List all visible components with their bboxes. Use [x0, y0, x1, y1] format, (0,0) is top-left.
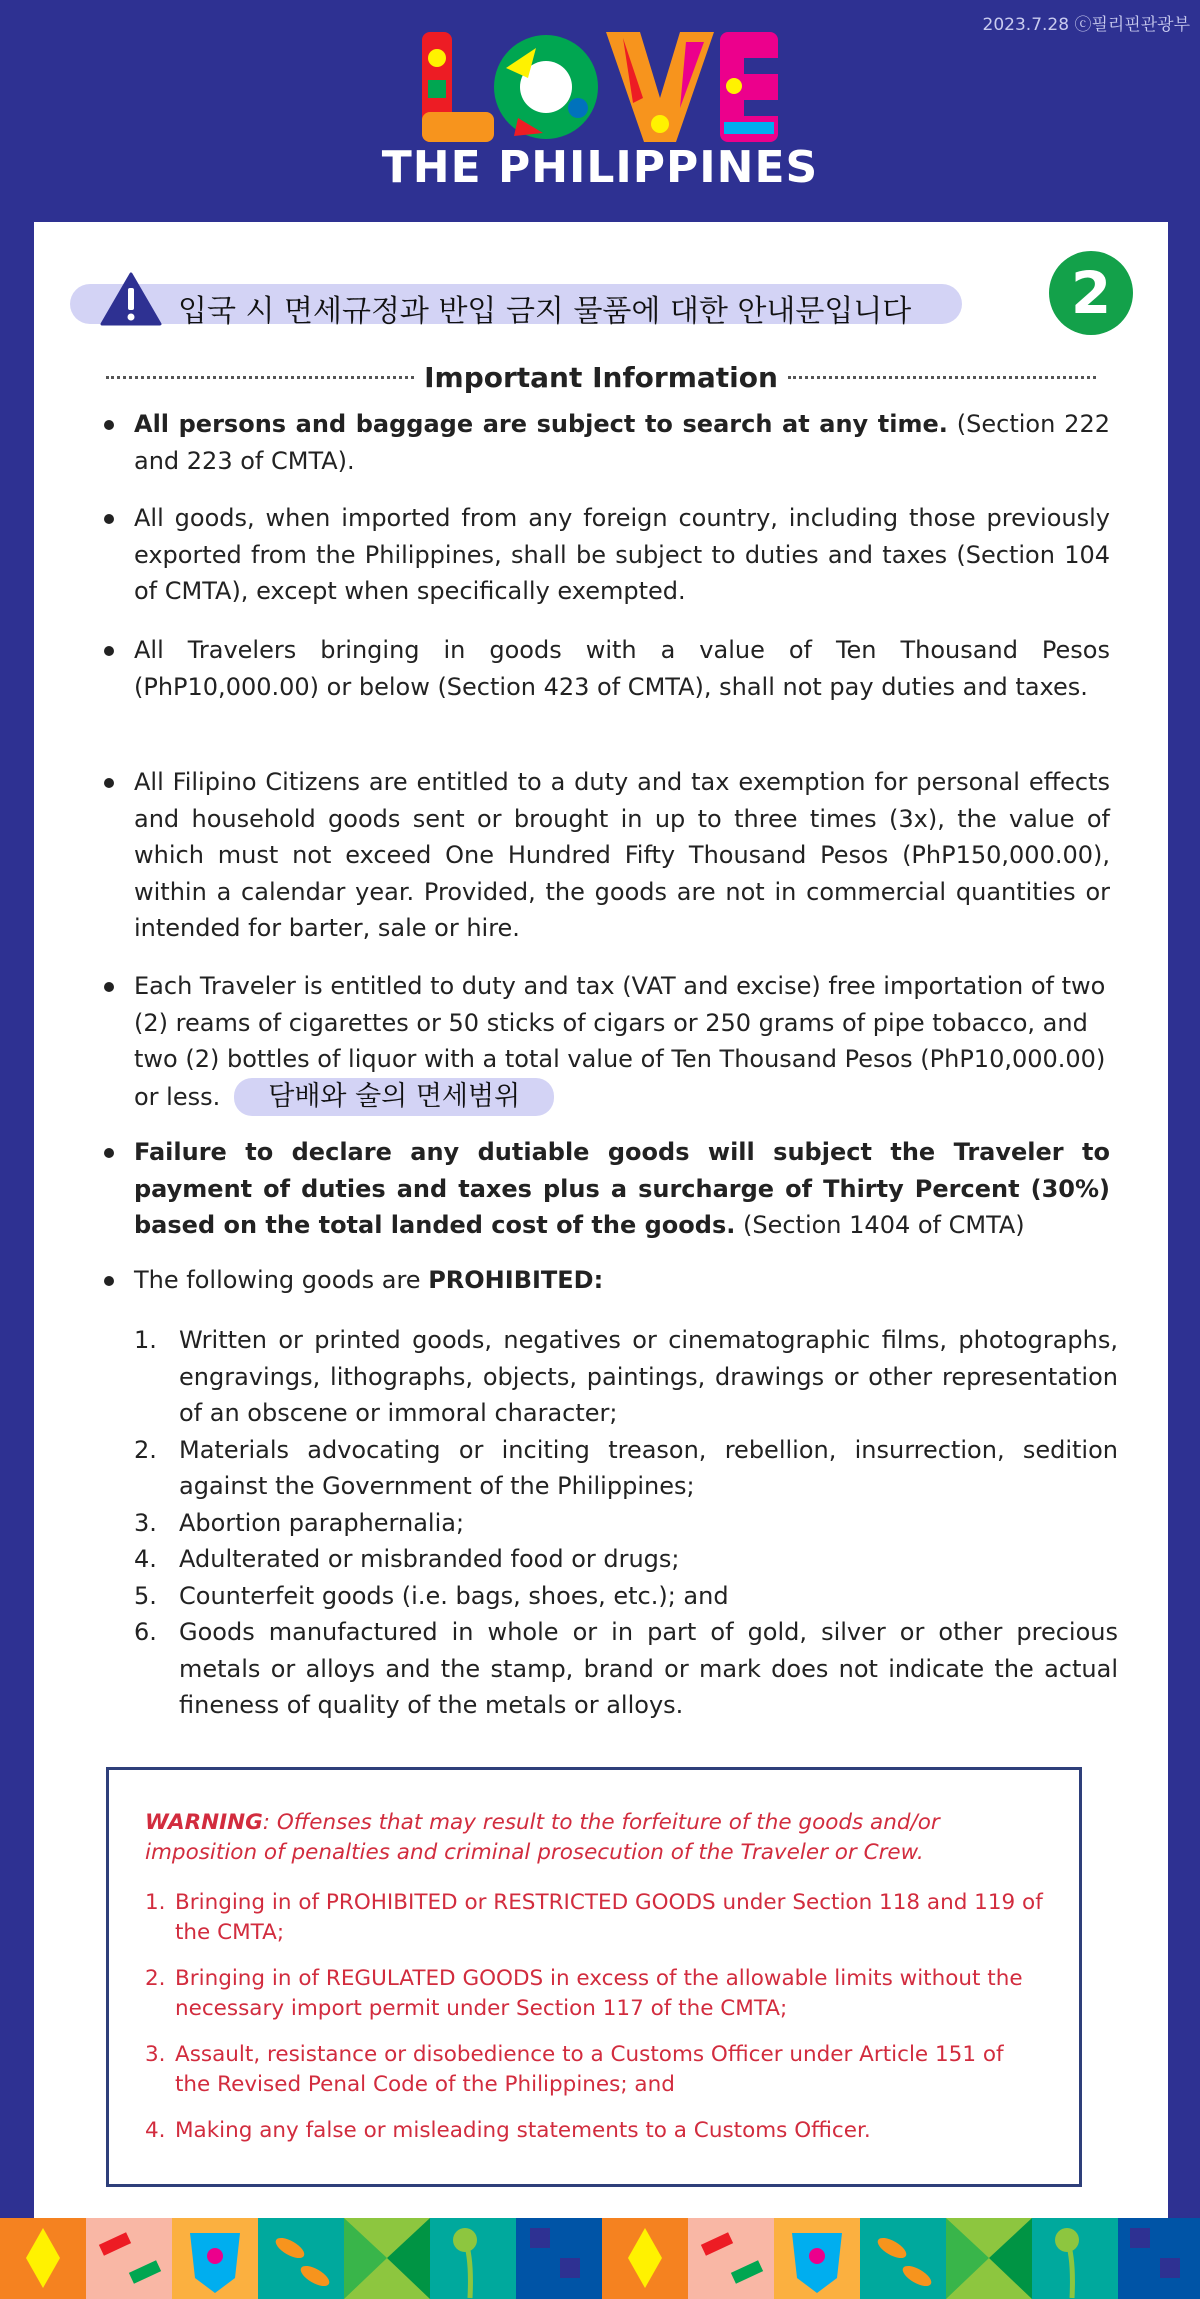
warning-item-number: 2. — [145, 1966, 166, 1991]
warning-item — [145, 2116, 1045, 2146]
section-heading-row — [106, 360, 1096, 394]
bullet-dot — [104, 778, 114, 788]
list-item — [134, 1614, 1118, 1724]
warning-title-text: : Offenses that may result to the forfeiture of the goods and/or imposition of penalties and criminal prosecution of the Traveler or Crew. — [145, 1810, 940, 1865]
bullet-item — [134, 406, 1110, 479]
list-item — [134, 1505, 1118, 1542]
warning-item-number: 3. — [145, 2042, 166, 2067]
tobacco-liquor-highlight: 담배와 술의 면세범위 — [234, 1078, 554, 1116]
bullet-text: All Travelers bringing in goods with a value of Ten Thousand Pesos (PhP10,000.00) or below (Section 423 of CMTA), shall not pay duties and taxes. — [134, 636, 1110, 701]
pattern-tiles — [0, 2218, 1200, 2299]
warning-item-text: Making any false or misleading statements to a Customs Officer. — [175, 2118, 871, 2143]
love-logo-icon — [418, 28, 782, 146]
warning-item-text: Bringing in of PROHIBITED or RESTRICTED GOODS under Section 118 and 119 of the CMTA; — [175, 1890, 1043, 1945]
warning-label: WARNING — [145, 1810, 263, 1835]
list-item — [134, 1322, 1118, 1432]
bullet-bold-text: All persons and baggage are subject to search at any time. — [134, 410, 948, 438]
warning-item-number: 4. — [145, 2118, 166, 2143]
bullet-item — [134, 632, 1110, 705]
list-number: 5. — [134, 1581, 157, 1610]
prohibited-label: PROHIBITED: — [428, 1266, 604, 1294]
warning-item-text: Assault, resistance or disobedience to a Customs Officer under Article 151 of the Revised Penal Code of the Philippines; and — [175, 2042, 1004, 2097]
bullet-text: (Section 1404 of CMTA) — [735, 1211, 1025, 1239]
list-text: Written or printed goods, negatives or cinematographic films, photographs, engravings, lithographs, objects, paintings, drawings or other representation of an obscene or immoral character; — [179, 1326, 1118, 1427]
page-number: 2 — [1070, 259, 1112, 327]
list-number: 2. — [134, 1435, 157, 1464]
bullet-text: All Filipino Citizens are entitled to a duty and tax exemption for personal effects and household goods sent or brought in up to three times (3x), the value of which must not exceed One Hundred Fifty Thousand Pesos (PhP150,000.00), within a calendar year. Provided, the goods are not in commercial quantities or intended for barter, sale or hire. — [134, 768, 1110, 942]
bullet-dot — [104, 982, 114, 992]
bullet-text: (Section 222 and 223 of CMTA). — [134, 410, 1110, 475]
bullet-item — [134, 500, 1110, 610]
warning-box — [106, 1767, 1082, 2187]
warning-title — [145, 1808, 1045, 1868]
list-number: 4. — [134, 1545, 157, 1573]
bullet-dot — [104, 1276, 114, 1286]
bullet-text: The following goods are — [134, 1266, 429, 1294]
warning-item-number: 1. — [145, 1890, 166, 1915]
warning-item — [145, 1964, 1045, 2024]
page-number-badge — [1048, 250, 1134, 336]
list-number: 3. — [134, 1508, 157, 1537]
credit-text: 2023.7.28 ⓒ필리핀관광부 — [982, 15, 1190, 35]
list-text: Materials advocating or inciting treason, rebellion, insurrection, sedition against the Government of the Philippines; — [179, 1435, 1118, 1500]
bullet-dot — [104, 646, 114, 656]
korean-notice-bar — [70, 284, 962, 329]
prohibited-list — [134, 1322, 1118, 1724]
warning-item — [145, 1888, 1045, 1948]
notice-text: 입국 시 면세규정과 반입 금지 물품에 대한 안내문입니다 — [178, 294, 912, 329]
bullet-item — [134, 1134, 1110, 1244]
decorative-pattern-strip — [0, 2218, 1200, 2299]
list-number: 6. — [134, 1618, 157, 1646]
bullet-text: All goods, when imported from any foreign country, including those previously exported from the Philippines, shall be subject to duties and taxes (Section 104 of CMTA), except when specifically exempted. — [134, 504, 1110, 605]
bullet-item — [134, 764, 1110, 947]
bullet-dot — [104, 514, 114, 524]
list-text: Goods manufactured in whole or in part of gold, silver or other precious metals or alloys and the stamp, brand or mark does not indicate the actual fineness of quality of the metals or alloys. — [179, 1618, 1118, 1719]
list-text: Adulterated or misbranded food or drugs; — [179, 1545, 680, 1573]
warning-triangle-icon — [100, 272, 162, 326]
info-card — [34, 222, 1168, 2218]
logo-subtitle: THE PHILIPPINES — [381, 142, 819, 193]
bullet-dot — [104, 1148, 114, 1158]
section-heading: Important Information — [424, 360, 778, 394]
list-item — [134, 1541, 1118, 1578]
bullet-item — [134, 1262, 1110, 1299]
bullet-bold-text: Failure to declare any dutiable goods will subject the Traveler to payment of duties and taxes plus a surcharge of Thirty Percent (30%) based on the total landed cost of the goods. — [134, 1138, 1110, 1239]
bullet-item — [134, 968, 1110, 1116]
warning-item-text: Bringing in of REGULATED GOODS in excess of the allowable limits without the necessary import permit under Section 117 of the CMTA; — [175, 1966, 1023, 2021]
dotted-divider-right — [788, 376, 1096, 379]
list-number: 1. — [134, 1326, 157, 1354]
list-item — [134, 1578, 1118, 1615]
bullet-dot — [104, 420, 114, 430]
list-text: Counterfeit goods (i.e. bags, shoes, etc.); and — [179, 1581, 729, 1610]
list-item — [134, 1432, 1118, 1505]
list-text: Abortion paraphernalia; — [179, 1508, 465, 1537]
bullet-text: Each Traveler is entitled to duty and tax (VAT and excise) free importation of two (2) reams of cigarettes or 50 sticks of cigars or 250 grams of pipe tobacco, and two (2) bottles of liquor with a total value of Ten Thousand Pesos (PhP10,000.00) or less. — [134, 972, 1106, 1111]
warning-item — [145, 2040, 1045, 2100]
dotted-divider-left — [106, 376, 414, 379]
